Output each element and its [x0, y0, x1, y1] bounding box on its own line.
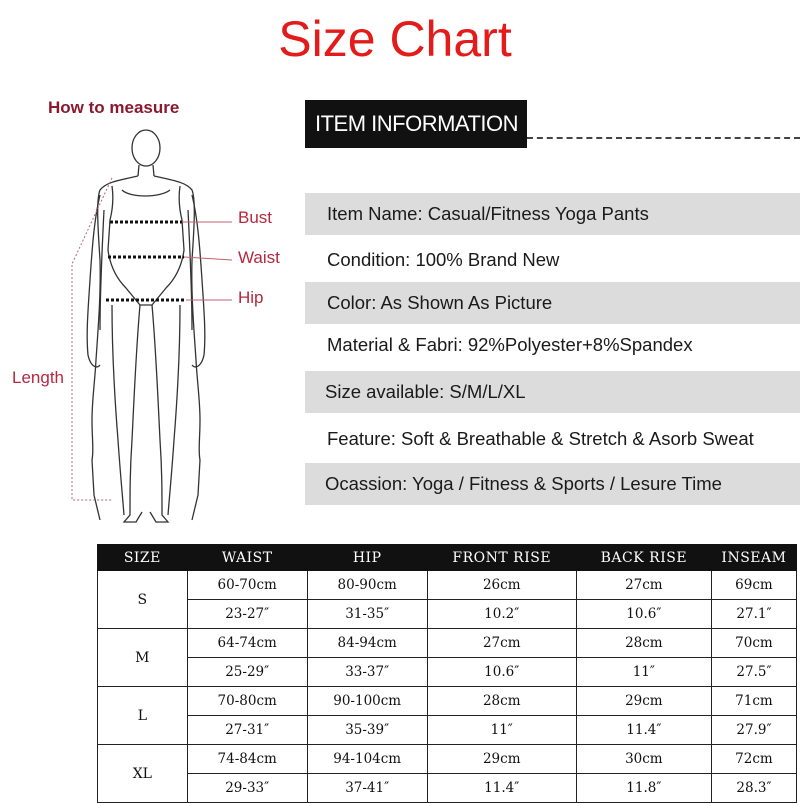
table-cell: 28cm: [427, 687, 576, 716]
table-cell: 27-31″: [187, 716, 307, 745]
table-cell: 69cm: [711, 571, 796, 600]
page-title: Size Chart: [278, 11, 512, 67]
table-cell: 64-74cm: [187, 629, 307, 658]
header-inseam: INSEAM: [711, 545, 796, 571]
table-cell: 84-94cm: [307, 629, 427, 658]
table-row: [98, 658, 797, 687]
table-cell: 37-41″: [307, 774, 427, 803]
table-cell: 23-27″: [187, 600, 307, 629]
size-cell: S: [98, 571, 188, 629]
table-cell: 10.6″: [576, 600, 711, 629]
table-row: [98, 571, 797, 600]
size-table: [97, 544, 797, 803]
table-cell: 29-33″: [187, 774, 307, 803]
table-cell: 27.1″: [711, 600, 796, 629]
table-row: [98, 687, 797, 716]
table-header-row: [98, 545, 797, 571]
table-cell: 11″: [576, 658, 711, 687]
header-waist: WAIST: [187, 545, 307, 571]
table-cell: 29cm: [576, 687, 711, 716]
size-cell: M: [98, 629, 188, 687]
table-cell: 10.2″: [427, 600, 576, 629]
measurement-figure: [0, 120, 300, 540]
table-cell: 94-104cm: [307, 745, 427, 774]
info-row-condition: Condition: 100% Brand New: [327, 249, 560, 270]
table-cell: 27cm: [427, 629, 576, 658]
how-to-measure-heading: How to measure: [48, 98, 180, 117]
hip-label: Hip: [238, 288, 264, 307]
info-row-occasion: Ocassion: Yoga / Fitness & Sports / Lesure Time: [305, 463, 800, 505]
table-cell: 60-70cm: [187, 571, 307, 600]
header-hip: HIP: [307, 545, 427, 571]
body-outline-illustration: [0, 120, 300, 540]
table-cell: 27cm: [576, 571, 711, 600]
table-cell: 28cm: [576, 629, 711, 658]
table-cell: 71cm: [711, 687, 796, 716]
table-cell: 80-90cm: [307, 571, 427, 600]
table-cell: 11.8″: [576, 774, 711, 803]
table-cell: 90-100cm: [307, 687, 427, 716]
table-cell: 11.4″: [576, 716, 711, 745]
table-row: [98, 716, 797, 745]
table-cell: 10.6″: [427, 658, 576, 687]
table-cell: 70-80cm: [187, 687, 307, 716]
table-cell: 30cm: [576, 745, 711, 774]
table-cell: 11.4″: [427, 774, 576, 803]
info-row-feature: Feature: Soft & Breathable & Stretch & Asorb Sweat: [327, 428, 754, 449]
table-cell: 26cm: [427, 571, 576, 600]
table-cell: 33-37″: [307, 658, 427, 687]
table-cell: 25-29″: [187, 658, 307, 687]
table-row: [98, 745, 797, 774]
header-back-rise: BACK RISE: [576, 545, 711, 571]
bust-label: Bust: [238, 208, 273, 227]
table-cell: 29cm: [427, 745, 576, 774]
size-cell: XL: [98, 745, 188, 803]
table-cell: 11″: [427, 716, 576, 745]
table-cell: 35-39″: [307, 716, 427, 745]
table-row: [98, 629, 797, 658]
table-cell: 28.3″: [711, 774, 796, 803]
header-dashed-divider: [527, 137, 800, 139]
table-row: [98, 600, 797, 629]
header-front-rise: FRONT RISE: [427, 545, 576, 571]
item-information-header: ITEM INFORMATION: [305, 100, 527, 148]
table-cell: 31-35″: [307, 600, 427, 629]
waist-label: Waist: [238, 248, 280, 267]
table-cell: 74-84cm: [187, 745, 307, 774]
info-row-item-name: Item Name: Casual/Fitness Yoga Pants: [305, 193, 800, 235]
table-cell: 72cm: [711, 745, 796, 774]
table-cell: 27.5″: [711, 658, 796, 687]
info-row-color: Color: As Shown As Picture: [305, 282, 800, 324]
info-row-size-available: Size available: S/M/L/XL: [305, 371, 800, 413]
info-row-material: Material & Fabri: 92%Polyester+8%Spandex: [327, 334, 693, 355]
table-row: [98, 774, 797, 803]
table-cell: 70cm: [711, 629, 796, 658]
header-size: SIZE: [98, 545, 188, 571]
length-label: Length: [12, 368, 64, 387]
table-cell: 27.9″: [711, 716, 796, 745]
size-cell: L: [98, 687, 188, 745]
